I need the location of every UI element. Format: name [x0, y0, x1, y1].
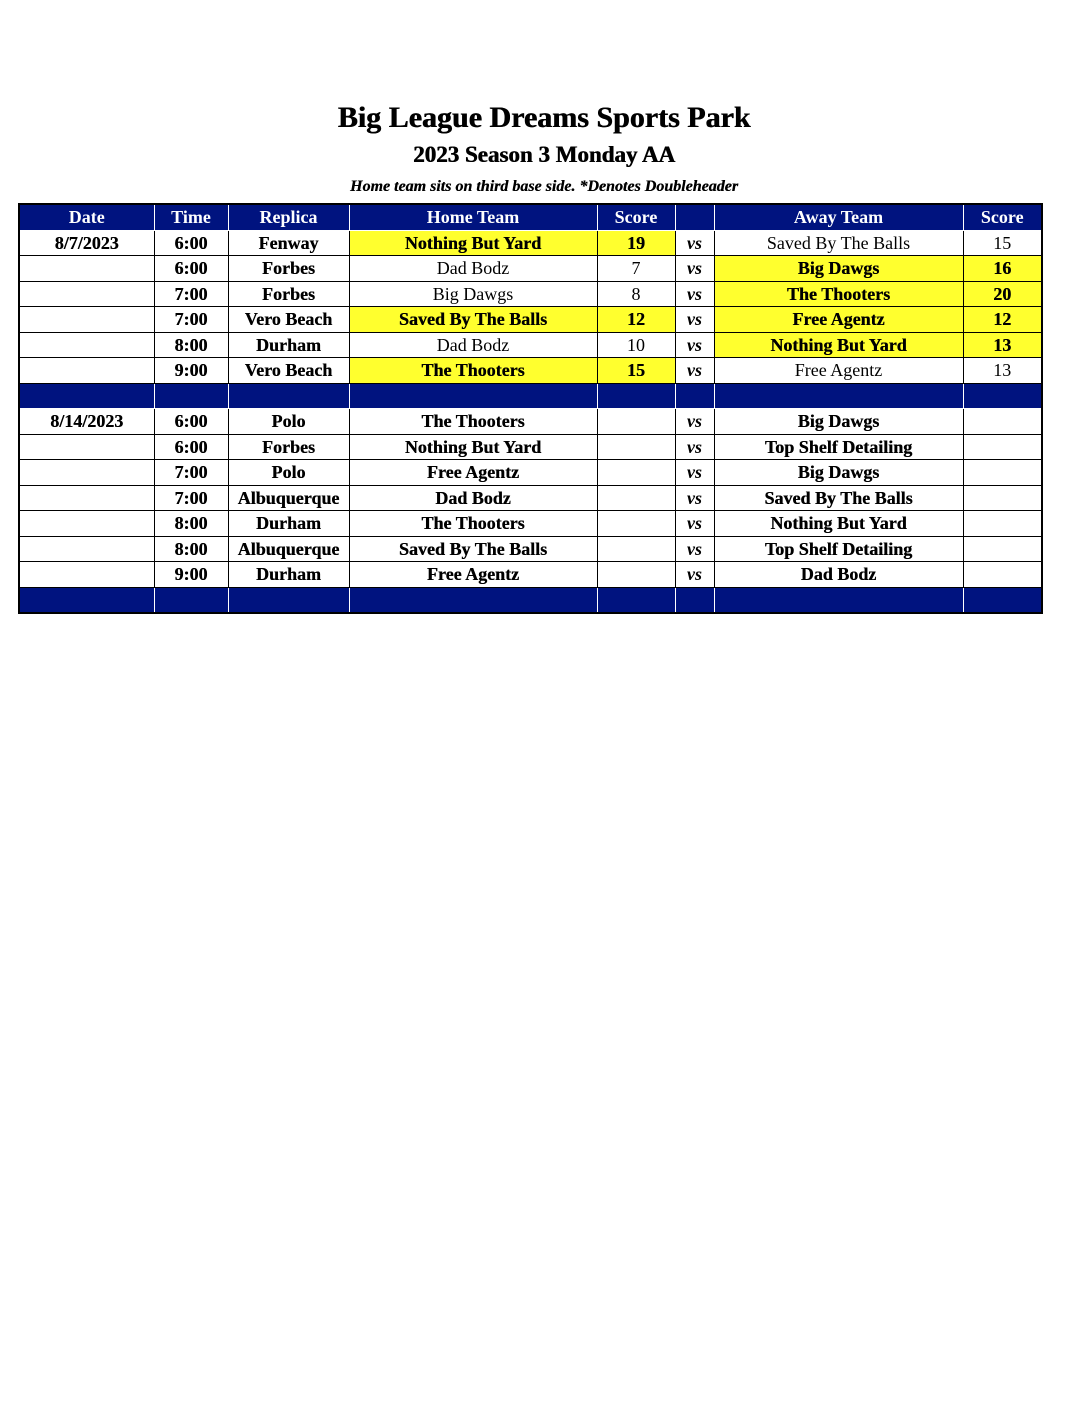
game-replica: Vero Beach	[228, 307, 349, 333]
col-header-vs	[675, 204, 714, 230]
away-score	[963, 460, 1042, 486]
separator-cell	[714, 587, 963, 613]
game-replica: Albuquerque	[228, 536, 349, 562]
home-team: Nothing But Yard	[349, 230, 597, 256]
vs-label: vs	[675, 485, 714, 511]
game-row	[19, 409, 1042, 435]
vs-label: vs	[675, 434, 714, 460]
away-team: Nothing But Yard	[714, 511, 963, 537]
away-team: Saved By The Balls	[714, 230, 963, 256]
game-time: 7:00	[154, 281, 228, 307]
game-date: 8/14/2023	[19, 409, 154, 435]
separator-cell	[597, 587, 675, 613]
vs-label: vs	[675, 230, 714, 256]
away-team: Big Dawgs	[714, 256, 963, 282]
game-time: 7:00	[154, 485, 228, 511]
vs-label: vs	[675, 256, 714, 282]
game-time: 8:00	[154, 536, 228, 562]
game-date	[19, 434, 154, 460]
home-team: The Thooters	[349, 409, 597, 435]
away-team: Dad Bodz	[714, 562, 963, 588]
game-date	[19, 281, 154, 307]
home-score	[597, 562, 675, 588]
home-score: 7	[597, 256, 675, 282]
game-time: 6:00	[154, 256, 228, 282]
home-team: Free Agentz	[349, 460, 597, 486]
game-time: 6:00	[154, 409, 228, 435]
game-date	[19, 511, 154, 537]
home-score	[597, 536, 675, 562]
week-separator	[19, 383, 1042, 409]
separator-cell	[154, 383, 228, 409]
game-date	[19, 562, 154, 588]
game-replica: Durham	[228, 562, 349, 588]
game-replica: Forbes	[228, 434, 349, 460]
away-team: Free Agentz	[714, 307, 963, 333]
away-team: Free Agentz	[714, 358, 963, 384]
col-header-home-score: Score	[597, 204, 675, 230]
col-header-home-team: Home Team	[349, 204, 597, 230]
page-title: Big League Dreams Sports Park	[337, 101, 751, 134]
home-team: Big Dawgs	[349, 281, 597, 307]
away-score	[963, 562, 1042, 588]
home-score	[597, 460, 675, 486]
game-row	[19, 256, 1042, 282]
game-replica: Polo	[228, 460, 349, 486]
game-date	[19, 332, 154, 358]
separator-cell	[154, 587, 228, 613]
schedule-note: Home team sits on third base side. *Denotes Doubleheader	[350, 178, 738, 195]
game-replica: Durham	[228, 511, 349, 537]
separator-cell	[714, 383, 963, 409]
home-team: Dad Bodz	[349, 332, 597, 358]
home-team: Saved By The Balls	[349, 307, 597, 333]
game-time: 9:00	[154, 358, 228, 384]
vs-label: vs	[675, 409, 714, 435]
separator-cell	[963, 383, 1042, 409]
separator-cell	[228, 587, 349, 613]
game-row	[19, 281, 1042, 307]
vs-label: vs	[675, 511, 714, 537]
home-team: Free Agentz	[349, 562, 597, 588]
game-time: 6:00	[154, 434, 228, 460]
season-subtitle: 2023 Season 3 Monday AA	[413, 142, 675, 167]
game-row	[19, 511, 1042, 537]
home-score: 10	[597, 332, 675, 358]
home-score	[597, 485, 675, 511]
game-replica: Vero Beach	[228, 358, 349, 384]
game-date	[19, 256, 154, 282]
home-score	[597, 434, 675, 460]
home-score: 15	[597, 358, 675, 384]
col-header-time: Time	[154, 204, 228, 230]
game-date	[19, 307, 154, 333]
week-separator	[19, 587, 1042, 613]
game-time: 7:00	[154, 307, 228, 333]
game-replica: Forbes	[228, 256, 349, 282]
col-header-date: Date	[19, 204, 154, 230]
away-score: 12	[963, 307, 1042, 333]
schedule-body	[19, 230, 1042, 613]
vs-label: vs	[675, 307, 714, 333]
header-row	[19, 204, 1042, 230]
away-team: Big Dawgs	[714, 460, 963, 486]
game-replica: Polo	[228, 409, 349, 435]
game-row	[19, 562, 1042, 588]
separator-cell	[675, 383, 714, 409]
away-score	[963, 434, 1042, 460]
away-team: Top Shelf Detailing	[714, 434, 963, 460]
game-replica: Forbes	[228, 281, 349, 307]
game-time: 8:00	[154, 332, 228, 358]
away-score: 15	[963, 230, 1042, 256]
home-score: 19	[597, 230, 675, 256]
away-team: Top Shelf Detailing	[714, 536, 963, 562]
schedule-table	[18, 203, 1043, 614]
game-date	[19, 485, 154, 511]
separator-cell	[349, 587, 597, 613]
game-time: 7:00	[154, 460, 228, 486]
separator-cell	[963, 587, 1042, 613]
away-score: 20	[963, 281, 1042, 307]
home-score	[597, 409, 675, 435]
game-date	[19, 358, 154, 384]
col-header-away-score: Score	[963, 204, 1042, 230]
away-score: 13	[963, 332, 1042, 358]
home-team: Saved By The Balls	[349, 536, 597, 562]
separator-cell	[597, 383, 675, 409]
game-row	[19, 434, 1042, 460]
away-score: 16	[963, 256, 1042, 282]
away-score	[963, 409, 1042, 435]
vs-label: vs	[675, 460, 714, 486]
separator-cell	[19, 587, 154, 613]
home-team: Dad Bodz	[349, 256, 597, 282]
home-score: 12	[597, 307, 675, 333]
game-row	[19, 536, 1042, 562]
col-header-replica: Replica	[228, 204, 349, 230]
vs-label: vs	[675, 358, 714, 384]
game-time: 6:00	[154, 230, 228, 256]
away-team: The Thooters	[714, 281, 963, 307]
separator-cell	[675, 587, 714, 613]
separator-cell	[349, 383, 597, 409]
away-score	[963, 511, 1042, 537]
separator-cell	[228, 383, 349, 409]
game-replica: Albuquerque	[228, 485, 349, 511]
away-score	[963, 536, 1042, 562]
game-row	[19, 230, 1042, 256]
home-score: 8	[597, 281, 675, 307]
game-replica: Durham	[228, 332, 349, 358]
away-team: Big Dawgs	[714, 409, 963, 435]
away-score: 13	[963, 358, 1042, 384]
game-row	[19, 358, 1042, 384]
game-row	[19, 485, 1042, 511]
away-team: Nothing But Yard	[714, 332, 963, 358]
away-team: Saved By The Balls	[714, 485, 963, 511]
home-score	[597, 511, 675, 537]
vs-label: vs	[675, 536, 714, 562]
home-team: Nothing But Yard	[349, 434, 597, 460]
game-row	[19, 332, 1042, 358]
game-time: 8:00	[154, 511, 228, 537]
vs-label: vs	[675, 281, 714, 307]
away-score	[963, 485, 1042, 511]
game-date: 8/7/2023	[19, 230, 154, 256]
game-replica: Fenway	[228, 230, 349, 256]
home-team: The Thooters	[349, 511, 597, 537]
game-row	[19, 307, 1042, 333]
game-row	[19, 460, 1042, 486]
col-header-away-team: Away Team	[714, 204, 963, 230]
vs-label: vs	[675, 332, 714, 358]
game-date	[19, 460, 154, 486]
home-team: The Thooters	[349, 358, 597, 384]
game-date	[19, 536, 154, 562]
vs-label: vs	[675, 562, 714, 588]
game-time: 9:00	[154, 562, 228, 588]
home-team: Dad Bodz	[349, 485, 597, 511]
separator-cell	[19, 383, 154, 409]
